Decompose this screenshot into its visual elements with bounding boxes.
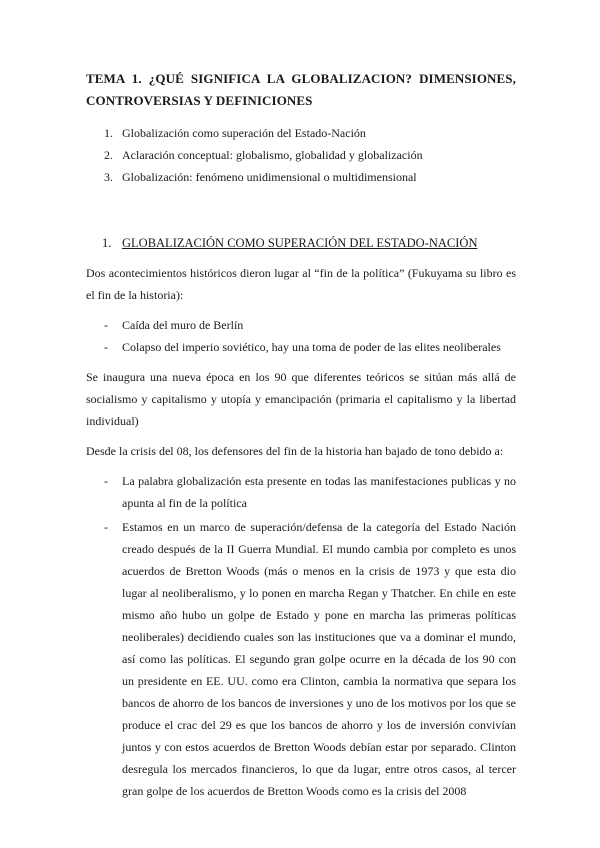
dash-marker: - <box>104 340 108 354</box>
list-item <box>86 314 516 336</box>
section-heading-text: GLOBALIZACIÓN COMO SUPERACIÓN DEL ESTADO-NACIÓN <box>122 236 478 250</box>
toc-item <box>86 122 516 144</box>
paragraph-crisis: Desde la crisis del 08, los defensores del fin de la historia han bajado de tono debido a: <box>86 444 504 458</box>
list-item-text: Caída del muro de Berlín <box>122 318 244 332</box>
table-of-contents <box>86 122 516 188</box>
bullet-list-events <box>86 314 516 358</box>
toc-number: 2. <box>104 148 113 162</box>
list-item-text: Estamos en un marco de superación/defensa de la categoría del Estado Nación creado después de la II Guerra Mundial. El mundo cambia por completo es unos acuerdos de Bretton Woods (más o menos en la crisis de 1973 y que esta dio lugar al neoliberalismo, y lo ponen en marcha Regan y Thatcher. En chile en este mismo año hubo un golpe de Estado y pone en marcha las primeras políticas neoliberales) decidiendo cuales son las instituciones que va a dominar el mundo, así como las políticas. El segundo gran golpe ocurre en la década de los 90 con un presidente en EE. UU. como era Clinton, cambia la normativa que separa los bancos de ahorro de los bancos de inversiones y uno de los motivos por los que se produce el crac del 29 es que los bancos de ahorro y los de inversión convivían juntos y con estos acuerdos de Bretton Woods debían estar por separado. Clinton desregula los mercados financieros, lo que da lugar, entre otros casos, al tercer gran golpe de los acuerdos de Bretton Woods como es la crisis del 2008 <box>122 520 516 798</box>
paragraph-intro: Dos acontecimientos históricos dieron lugar al “fin de la política” (Fukuyama su libro es el fin de la historia): <box>86 266 516 302</box>
toc-item <box>86 144 516 166</box>
toc-number: 3. <box>104 170 113 184</box>
dash-marker: - <box>104 474 108 488</box>
section-number: 1. <box>102 236 112 250</box>
document-title: TEMA 1. ¿QUÉ SIGNIFICA LA GLOBALIZACION? DIMENSIONES, CONTROVERSIAS Y DEFINICIONES <box>86 71 516 108</box>
list-item-text: La palabra globalización esta presente en todas las manifestaciones publicas y no apunta al fin de la política <box>122 474 516 510</box>
toc-item <box>86 166 516 188</box>
toc-text: Globalización como superación del Estado-Nación <box>122 126 366 140</box>
dash-marker: - <box>104 520 108 534</box>
dash-marker: - <box>104 318 108 332</box>
toc-number: 1. <box>104 126 113 140</box>
bullet-list-reasons <box>86 470 516 802</box>
toc-text: Aclaración conceptual: globalismo, globalidad y globalización <box>122 148 423 162</box>
toc-text: Globalización: fenómeno unidimensional o multidimensional <box>122 170 417 184</box>
list-item-text: Colapso del imperio soviético, hay una toma de poder de las elites neoliberales <box>122 340 501 354</box>
list-item <box>86 336 516 358</box>
list-item <box>86 516 516 802</box>
list-item <box>86 470 516 514</box>
section-heading <box>102 232 516 254</box>
paragraph-new-era: Se inaugura una nueva época en los 90 que diferentes teóricos se sitúan más allá de socialismo y capitalismo y utopía y emancipación (primaria el capitalismo y la libertad individual) <box>86 370 516 428</box>
